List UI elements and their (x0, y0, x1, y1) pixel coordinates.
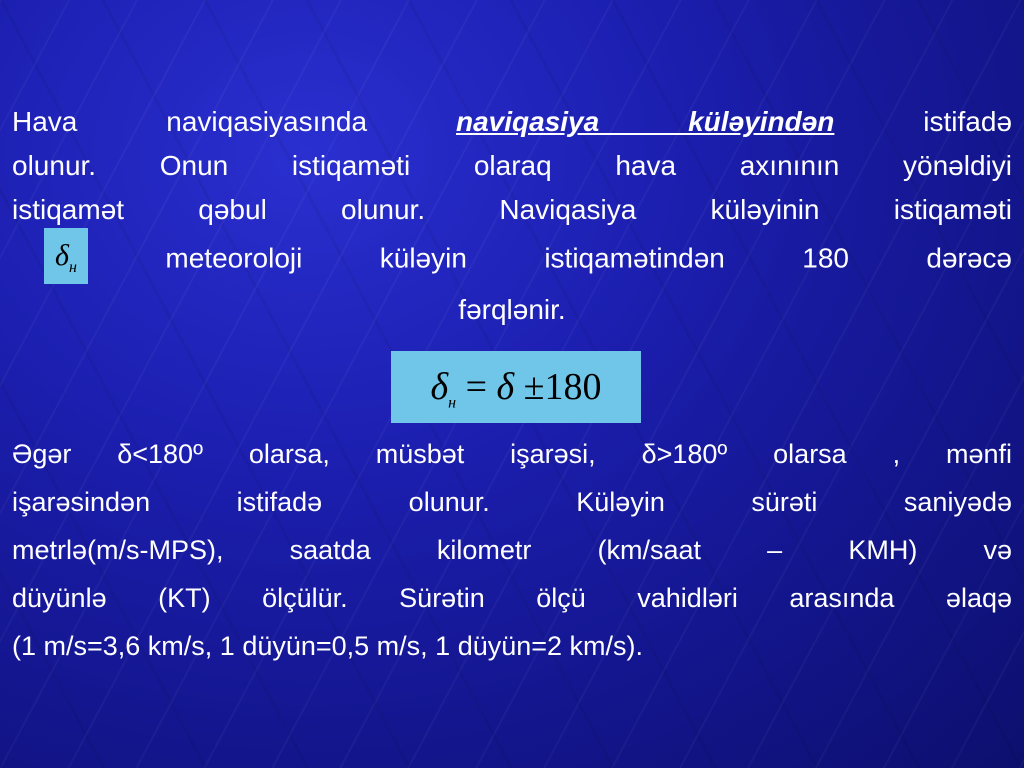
paragraph-sign-and-units (12, 430, 1012, 670)
formula-equals: = (456, 366, 497, 408)
formula-box (391, 351, 641, 423)
delta-symbol: δ (55, 239, 69, 272)
paragraph1-line3: istiqamət qəbul olunur. Naviqasiya küləyinin istiqaməti (12, 194, 1012, 225)
term-navigation-wind: naviqasiya küləyindən (456, 106, 835, 137)
formula-lhs-subscript: н (448, 394, 457, 412)
paragraph2-line1: Əgər δ<180º olarsa, müsbət işarəsi, δ>180º olarsa , mənfi (12, 439, 1012, 469)
paragraph1-line1-text: Hava naviqasiyasında (12, 106, 368, 137)
paragraph2-line5: (1 m/s=3,6 km/s, 1 düyün=0,5 m/s, 1 düyün=2 km/s). (12, 631, 644, 661)
paragraph1-line1 (12, 100, 1012, 144)
delta-n-symbol-box (44, 228, 88, 284)
paragraph1-line4 (12, 232, 1012, 288)
delta-subscript: н (69, 259, 77, 276)
formula-rhs-delta: δ (496, 366, 515, 408)
paragraph1-line4-text: meteoroloji küləyin istiqamətindən 180 dərəcə (165, 242, 1013, 274)
paragraph1-line2: olunur. Onun istiqaməti olaraq hava axınının yönəldiyi (12, 150, 1012, 181)
paragraph2-line2: işarəsindən istifadə olunur. Küləyin sürəti saniyədə (12, 487, 1012, 517)
paragraph2-line4: düyünlə (KT) ölçülür. Sürətin ölçü vahidləri arasında əlaqə (12, 583, 1012, 613)
paragraph-navigation-wind (12, 100, 1012, 332)
paragraph2-line3: metrlə(m/s-MPS), saatda kilometr (km/saat – KMH) və (12, 535, 1012, 565)
paragraph1-line1-end: istifadə (923, 106, 1013, 137)
formula-rhs-rest: ±180 (514, 366, 602, 408)
paragraph1-line5: fərqlənir. (458, 294, 566, 325)
formula-lhs: δ (430, 366, 449, 408)
